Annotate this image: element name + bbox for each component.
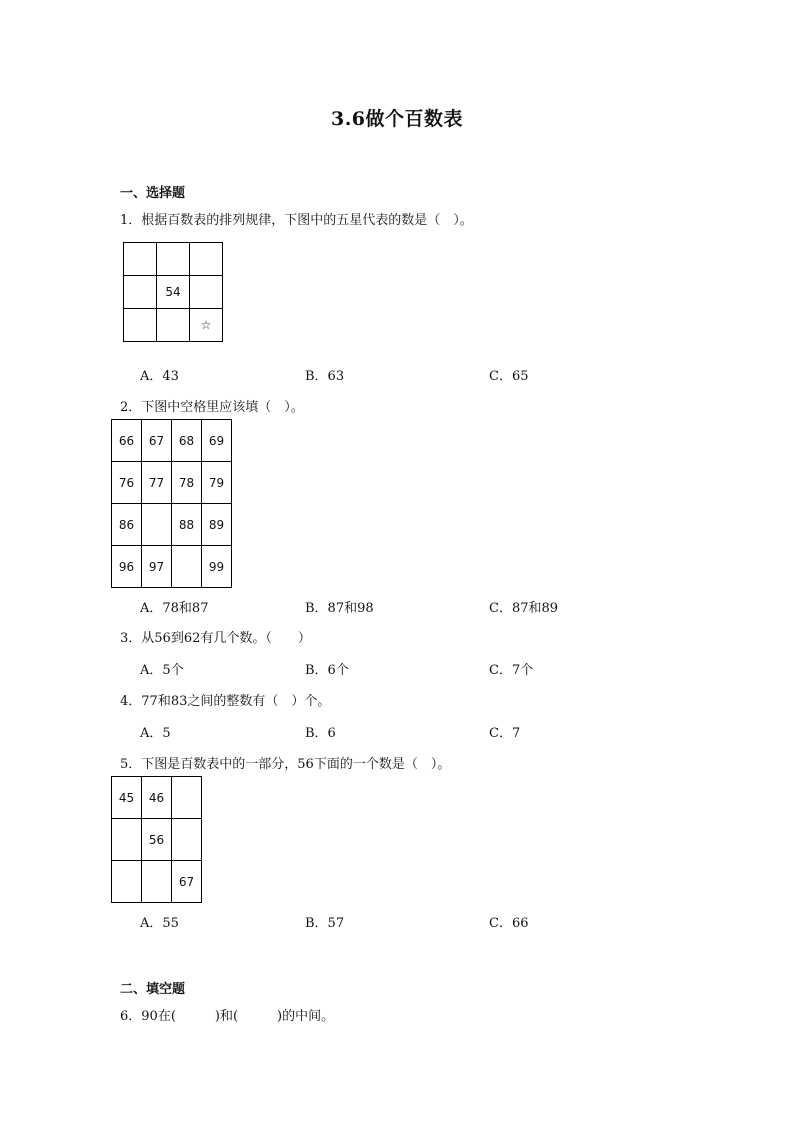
question-3-option-b[interactable]: B．6个 bbox=[305, 663, 349, 678]
grid-cell: 86 bbox=[112, 504, 142, 546]
grid-cell bbox=[172, 819, 202, 861]
question-1-option-a[interactable]: A．43 bbox=[140, 369, 179, 384]
grid-cell bbox=[124, 309, 157, 342]
grid-cell: 88 bbox=[172, 504, 202, 546]
grid-cell bbox=[190, 276, 223, 309]
question-5-option-c[interactable]: C．66 bbox=[489, 916, 529, 931]
grid-cell bbox=[124, 276, 157, 309]
grid-cell bbox=[157, 243, 190, 276]
grid-cell: 96 bbox=[112, 546, 142, 588]
question-4-stem: 4．77和83之间的整数有（ ）个。 bbox=[120, 694, 331, 709]
grid-cell: 77 bbox=[142, 462, 172, 504]
grid-cell: 67 bbox=[172, 861, 202, 903]
question-2-stem: 2．下图中空格里应该填（ ）。 bbox=[120, 400, 304, 415]
question-1-option-b[interactable]: B．63 bbox=[305, 369, 345, 384]
grid-cell: 67 bbox=[142, 420, 172, 462]
question-4-option-a[interactable]: A．5 bbox=[140, 726, 171, 741]
grid-cell: 46 bbox=[142, 777, 172, 819]
question-2-option-c[interactable]: C．87和89 bbox=[489, 601, 559, 616]
grid-cell bbox=[142, 504, 172, 546]
question-4-option-b[interactable]: B．6 bbox=[305, 726, 336, 741]
grid-cell: 45 bbox=[112, 777, 142, 819]
question-1-grid bbox=[123, 242, 223, 342]
grid-cell bbox=[172, 777, 202, 819]
grid-cell bbox=[112, 819, 142, 861]
question-3-option-a[interactable]: A．5个 bbox=[140, 663, 184, 678]
grid-cell bbox=[157, 309, 190, 342]
grid-cell: 99 bbox=[202, 546, 232, 588]
grid-cell: 69 bbox=[202, 420, 232, 462]
question-2-option-b[interactable]: B．87和98 bbox=[305, 601, 374, 616]
question-4-option-c[interactable]: C．7 bbox=[489, 726, 521, 741]
question-5-option-a[interactable]: A．55 bbox=[140, 916, 179, 931]
question-2-grid bbox=[111, 419, 232, 588]
section-heading-fill: 二、填空题 bbox=[120, 982, 186, 997]
question-5-grid bbox=[111, 776, 202, 903]
question-1-option-c[interactable]: C．65 bbox=[489, 369, 529, 384]
question-5-stem: 5．下图是百数表中的一部分，56下面的一个数是（ ）。 bbox=[120, 757, 451, 772]
grid-cell: 89 bbox=[202, 504, 232, 546]
question-1-stem: 1．根据百数表的排列规律，下图中的五星代表的数是（ ）。 bbox=[120, 213, 473, 228]
grid-cell: 54 bbox=[157, 276, 190, 309]
grid-cell: 66 bbox=[112, 420, 142, 462]
star-icon: ☆ bbox=[190, 309, 223, 342]
section-heading-choice: 一、选择题 bbox=[120, 186, 186, 201]
grid-cell: 76 bbox=[112, 462, 142, 504]
grid-cell bbox=[112, 861, 142, 903]
grid-cell: 78 bbox=[172, 462, 202, 504]
question-5-option-b[interactable]: B．57 bbox=[305, 916, 345, 931]
grid-cell bbox=[124, 243, 157, 276]
grid-cell bbox=[172, 546, 202, 588]
question-2-option-a[interactable]: A．78和87 bbox=[140, 601, 209, 616]
question-3-stem: 3．从56到62有几个数。（ ） bbox=[120, 631, 311, 646]
question-3-option-c[interactable]: C．7个 bbox=[489, 663, 534, 678]
grid-cell bbox=[142, 861, 172, 903]
grid-cell: 97 bbox=[142, 546, 172, 588]
page-title: 3.6做个百数表 bbox=[330, 108, 464, 130]
grid-cell: 79 bbox=[202, 462, 232, 504]
grid-cell: 68 bbox=[172, 420, 202, 462]
grid-cell: 56 bbox=[142, 819, 172, 861]
question-6-stem: 6．90在( )和( )的中间。 bbox=[120, 1009, 335, 1024]
grid-cell bbox=[190, 243, 223, 276]
